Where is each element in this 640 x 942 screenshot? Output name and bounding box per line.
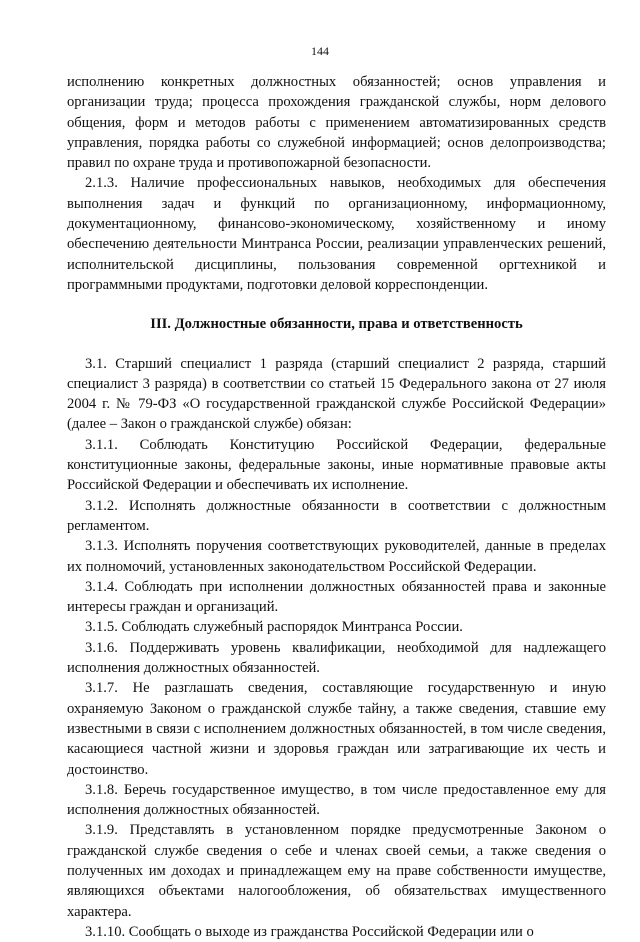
- section-heading: III. Должностные обязанности, права и ответственность: [150, 316, 523, 333]
- clause-3-1-8: 3.1.8. Беречь государственное имущество, в том числе предоставленное ему для исполнения должностных обязанностей.: [67, 781, 606, 819]
- clause-3-1-1: 3.1.1. Соблюдать Конституцию Российской Федерации, федеральные конституционные законы, федеральные законы, иные нормативные правовые акты Российской Федерации и обеспечивать их исполнение.: [67, 436, 606, 494]
- clause-3-1-6: 3.1.6. Поддерживать уровень квалификации, необходимой для надлежащего исполнения должностных обязанностей.: [67, 639, 606, 677]
- clause-3-1-4: 3.1.4. Соблюдать при исполнении должностных обязанностей права и законные интересы граждан и организаций.: [67, 578, 606, 616]
- clause-3-1-5: 3.1.5. Соблюдать служебный распорядок Минтранса России.: [85, 619, 463, 636]
- clause-3-1-9: 3.1.9. Представлять в установленном порядке предусмотренные Законом о гражданской службе сведения о себе и членах своей семьи, а также сведения о полученных им доходах и принадлежащем ему на праве собственности имуществе, являющихся объектами налогообложения, об обязательствах имущественного характера.: [67, 822, 606, 920]
- paragraph-2-1-3: 2.1.3. Наличие профессиональных навыков, необходимых для обеспечения выполнения задач и функций по организационному, информационному, документационному, финансово-экономическому, хозяйственному и иному обеспечению деятельности Минтранса России, реализации управленческих решений, исполнительской дисциплины, пользования современной оргтехникой и программными продуктами, подготовки деловой корреспонденции.: [67, 175, 606, 293]
- clause-3-1-3: 3.1.3. Исполнять поручения соответствующих руководителей, данные в пределах их полномочий, установленных законодательством Российской Федерации.: [67, 538, 606, 575]
- document-body: [67, 72, 606, 942]
- page-number: 144: [311, 44, 329, 58]
- clause-3-1-10: 3.1.10. Сообщать о выходе из гражданства Российской Федерации или о: [85, 923, 534, 940]
- clause-3-1: 3.1. Старший специалист 1 разряда (старший специалист 2 разряда, старший специалист 3 разряда) в соответствии со статьей 15 Федерального закона от 27 июля 2004 г. № 79-ФЗ «О государственной гражданской службе Российской Федерации» (далее – Закон о гражданской службе) обязан:: [67, 355, 606, 433]
- clause-3-1-2: 3.1.2. Исполнять должностные обязанности в соответствии с должностным регламентом.: [67, 497, 606, 534]
- clause-3-1-7: 3.1.7. Не разглашать сведения, составляющие государственную и иную охраняемую Законом о гражданской службе тайну, а также сведения, ставшие ему известными в связи с исполнением должностных обязанностей, в том числе сведения, касающиеся частной жизни и здоровья граждан или затрагивающие их честь и достоинство.: [67, 680, 606, 778]
- paragraph-continuation: исполнению конкретных должностных обязанностей; основ управления и организации труда; процесса прохождения гражданской службы, норм делового общения, форм и методов работы с применением автоматизированных средств управления, порядка работы со служебной информацией; основ делопроизводства; правил по охране труда и противопожарной безопасности.: [67, 74, 606, 172]
